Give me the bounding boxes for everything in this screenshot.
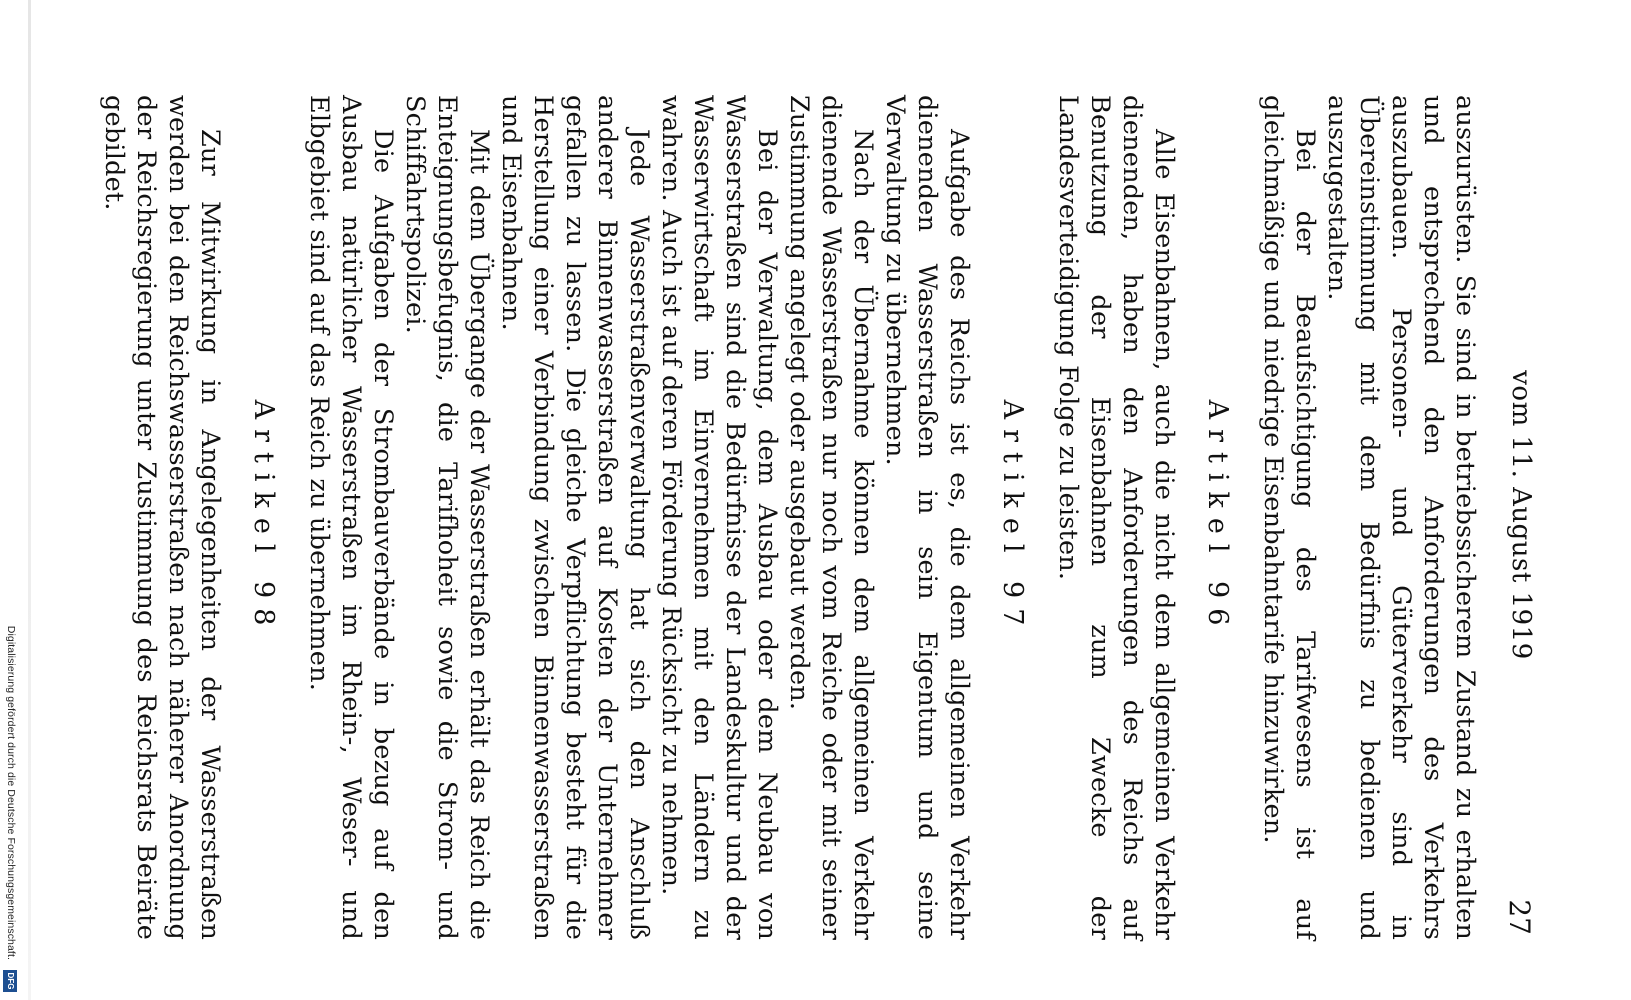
article-97-heading: Artikel 97 <box>997 399 1028 636</box>
body-text <box>98 95 1481 940</box>
paragraph: Zur Mitwirkung in Angelegenheiten der Wasserstraßen werden bei den Reichswasserstraßen nach näherer Anordnung der Reichsregierung unter Zustimmung des Reichsrats Beiräte gebildet. <box>99 95 225 940</box>
paragraph: Nach der Übernahme können dem allgemeinen Verkehr dienende Wasserstraßen nur noch vom Reiche oder mit seiner Zustimmung angelegt oder ausgebaut werden. <box>784 95 878 940</box>
paragraph: Die Aufgaben der Strombauverbände in bezug auf den Ausbau natürlicher Wasserstraßen im Rhein-, Weser- und Elbgebiet sind auf das Reich zu übernehmen. <box>304 95 398 940</box>
paragraph: Jede Wasserstraßenverwaltung hat sich den Anschluß anderer Binnenwasserstraßen auf Kosten der Unternehmer gefallen zu lassen. Die gleiche Verpflichtung besteht für die Herstellung einer Verbindung zwischen Binnenwasserstraßen und Eisenbahnen. <box>496 95 654 940</box>
paragraph: auszurüsten. Sie sind in betriebssicherem Zustand zu erhalten und entsprechend den Anforderungen des Verkehrs auszubauen. Personen- und Güterverkehr sind in Übereinstimmung mit dem Bedürfnis zu bedienen und auszugestalten. <box>1322 95 1480 940</box>
paragraph: Aufgabe des Reichs ist es, die dem allgemeinen Verkehr dienenden Wasserstraßen in sein Eigentum und seine Verwaltung zu übernehmen. <box>880 95 974 940</box>
page-number: 27 <box>1503 899 1536 935</box>
page-header <box>1496 95 1536 935</box>
running-head: vom 11. August 1919 <box>1506 370 1536 660</box>
paragraph: Bei der Verwaltung, dem Ausbau oder dem Neubau von Wasserstraßen sind die Bedürfnisse der Landeskultur und der Wasserwirtschaft im Einvernehmen mit den Ländern zu wahren. Auch ist auf deren Förderung Rücksicht zu nehmen. <box>656 95 782 940</box>
paragraph: Mit dem Übergange der Wasserstraßen erhält das Reich die Enteignungsbefugnis, die Tarifhoheit sowie die Strom- und Schiffahrtspolizei. <box>400 95 494 940</box>
paragraph: Alle Eisenbahnen, auch die nicht dem allgemeinen Verkehr dienenden, haben den Anforderungen des Reichs auf Benutzung der Eisenbahnen zum Zwecke der Landesverteidigung Folge zu leisten. <box>1053 95 1179 940</box>
scan-edge <box>28 0 31 1000</box>
dfg-logo-icon: DFG <box>3 970 17 992</box>
digitization-credit: Digitalisierung gefördert durch die Deutsche Forschungsgemeinschaft. <box>5 625 17 960</box>
article-98-heading: Artikel 98 <box>248 399 279 636</box>
article-96-heading: Artikel 96 <box>1202 399 1233 636</box>
credit-strip <box>0 0 19 1000</box>
paragraph: Bei der Beaufsichtigung des Tarifwesens ist auf gleichmäßige und niedrige Eisenbahntarife hinzuwirken. <box>1258 95 1320 940</box>
